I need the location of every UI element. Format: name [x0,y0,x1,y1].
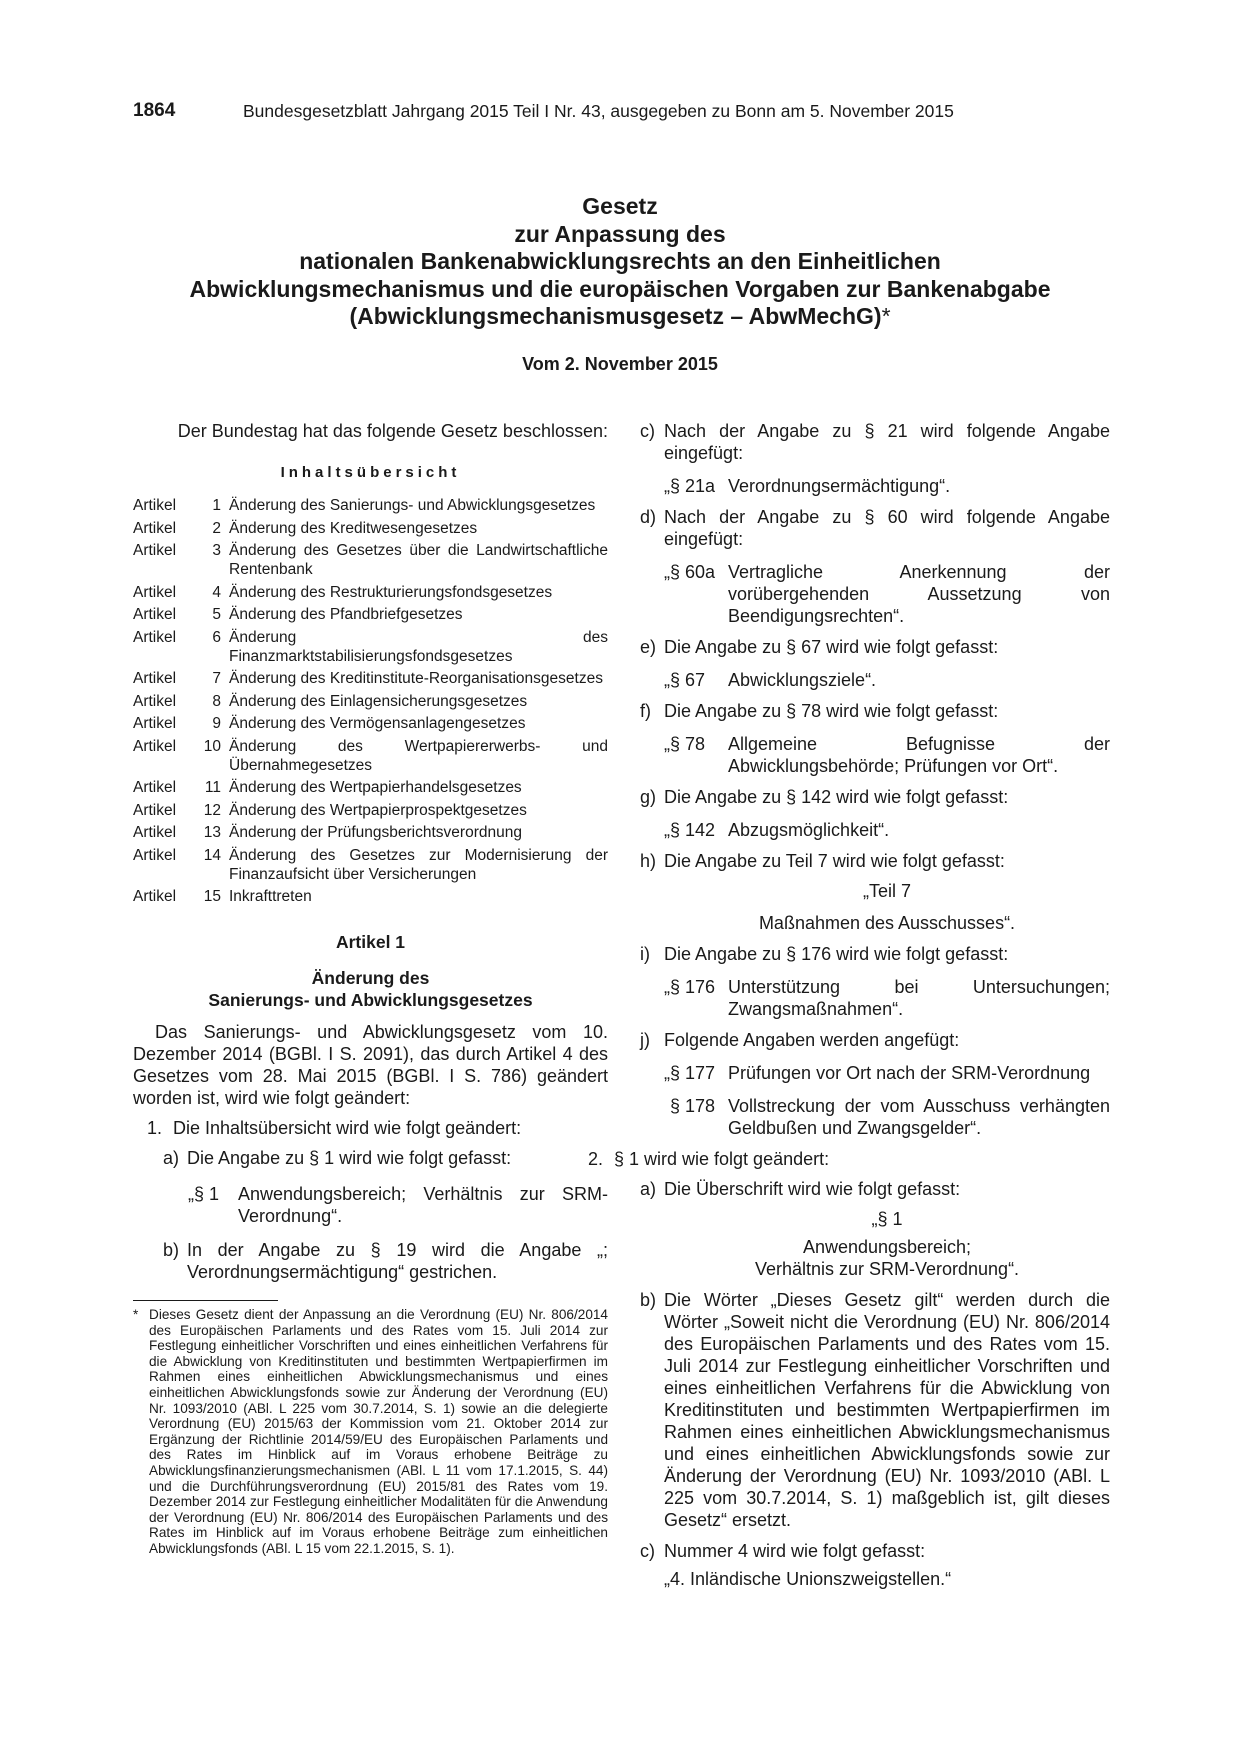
enactment-clause: Der Bundestag hat das folgende Gesetz beschlossen: [177,421,608,441]
toc-article-title: Änderung des Finanzmarktstabilisierungsfondsgesetzes [229,628,608,665]
toc-article-number: 8 [212,692,221,710]
title-line-4: Abwicklungsmechanismus und die europäischen Vorgaben zur Bankenabgabe [189,275,1051,302]
list-item-1g [640,786,1110,808]
quoted-section: „§ 177 [664,1063,716,1083]
quoted-section: „§ 21a [664,476,716,496]
toc-article-word: Artikel [133,670,177,687]
toc-article-word: Artikel [133,888,177,905]
quoted-section: „§ 60a [664,562,716,582]
toc-row [133,887,608,906]
quoted-text: Abzugsmöglichkeit“. [728,820,890,840]
toc-article-title: Änderung des Wertpapiererwerbs- und Übernahmegesetzes [229,737,608,774]
list-item-1a [133,1147,608,1169]
quoted-text: Verordnungsermächtigung“. [728,476,951,496]
toc-article-title: Änderung des Kreditinstitute-Reorganisationsgesetzes [229,670,603,687]
quoted-entry [640,561,1110,627]
item-text: Die Angabe zu § 78 wird wie folgt gefasst: [664,701,999,721]
quoted-section: „§ 142 [664,820,716,840]
article-1-heading: Artikel 1 [335,932,406,952]
list-item-1 [133,1117,608,1139]
item-text: Nach der Angabe zu § 60 wird folgende Angabe eingefügt: [664,507,1110,549]
quoted-title-line-2: Verhältnis zur SRM-Verordnung“. [754,1259,1020,1279]
list-item-2a [640,1178,1110,1200]
quoted-entry [640,976,1110,1020]
toc-article-number: 10 [203,737,221,755]
toc-article-title: Änderung der Prüfungsberichtsverordnung [229,824,522,841]
toc-row [133,605,608,624]
item-label: b) [163,1240,180,1260]
item-text: Die Angabe zu § 176 wird wie folgt gefasst: [664,944,1009,964]
item-label: h) [640,851,657,871]
quoted-text: Allgemeine Befugnisse der Abwicklungsbehörde; Prüfungen vor Ort“. [728,734,1110,776]
item-text: Die Wörter „Dieses Gesetz gilt“ werden durch die Wörter „Soweit nicht die Verordnung (EU) Nr. 806/2014 des Europäischen Parlaments und des Rates vom 15. Juli 2014 zur Festlegung einheitlicher Vorschriften und eines einheitlichen Verfahrens für die Abwicklung von Kreditinstituten und bestimmten Wertpapierfirmen im Rahmen eines einheitlichen Abwicklungsmechanismus und eines einheitlichen Abwicklungsfonds sowie zur Änderung der Verordnung (EU) Nr. 1093/2010 (ABl. L 225 vom 30.7.2014, S. 1) maßgeblich ist, gilt dieses Gesetz“ ersetzt. [664,1290,1110,1530]
toc-article-number: 12 [203,801,221,819]
toc-article-word: Artikel [133,824,177,841]
item-text: Folgende Angaben werden angefügt: [664,1030,960,1050]
toc-article-number: 5 [212,606,221,623]
item-text: Die Überschrift wird wie folgt gefasst: [664,1179,961,1199]
toc-article-number: 2 [212,519,221,537]
right-column [588,420,1110,1590]
toc-article-title: Änderung des Sanierungs- und Abwicklungsgesetzes [229,497,596,514]
item-label: 2. [588,1149,604,1169]
law-title [110,193,1130,331]
toc-article-number: 1 [212,497,221,514]
toc-article-word: Artikel [133,737,177,755]
toc-article-number: 7 [212,670,221,687]
item-label: 1. [147,1118,163,1138]
item-label: b) [640,1290,657,1310]
toc-row [133,519,608,538]
toc-article-number: 4 [212,583,221,601]
toc-article-title: Änderung des Pfandbriefgesetzes [229,606,463,623]
left-column [133,420,608,1557]
footnote [133,1307,608,1557]
toc-article-title: Änderung des Einlagensicherungsgesetzes [229,692,528,710]
list-item-2 [588,1148,1110,1170]
list-item-1e [640,636,1110,658]
toc-article-title: Änderung des Wertpapierprospektgesetzes [229,801,527,819]
toc-article-title: Änderung des Vermögensanlagengesetzes [229,715,526,732]
toc-row [133,823,608,842]
toc-row [133,778,608,797]
toc-article-word: Artikel [133,606,177,623]
toc-heading: Inhaltsübersicht [280,464,461,481]
toc-article-title: Änderung des Gesetzes zur Modernisierung der Finanzaufsicht über Versicherungen [229,846,608,883]
title-line-5 [110,303,1130,331]
toc-article-word: Artikel [133,497,177,514]
toc-row [133,801,608,820]
quoted-entry [640,1062,1110,1084]
quoted-section: „§ 1 [871,1209,903,1229]
list-item-2b [640,1289,1110,1531]
quoted-entry [640,1095,1110,1139]
quoted-text: Anwendungsbereich; Verhältnis zur SRM-Verordnung“. [238,1184,608,1226]
item-label: g) [640,787,657,807]
item-label: c) [640,1541,655,1561]
toc-article-word: Artikel [133,519,177,537]
title-line-2: zur Anpassung des [514,220,726,247]
toc-row [133,669,608,688]
title-line-3: nationalen Bankenabwicklungsrechts an den Einheitlichen [299,248,941,274]
title-line-1: Gesetz [582,193,658,219]
quoted-title-line-1: Anwendungsbereich; [802,1237,972,1257]
quoted-entry [640,733,1110,777]
toc-article-number: 6 [212,628,221,646]
list-item-1b [133,1239,608,1283]
item-label: e) [640,637,657,657]
quoted-text: Unterstützung bei Untersuchungen; Zwangsmaßnahmen“. [728,977,1110,1019]
toc-row [133,846,608,884]
toc-row [133,541,608,579]
list-item-2c [640,1540,1110,1562]
toc-article-word: Artikel [133,628,177,646]
quoted-section: „§ 176 [664,977,716,997]
toc-article-number: 9 [212,715,221,732]
toc-article-word: Artikel [133,779,177,796]
toc-row [133,496,608,515]
running-title: Bundesgesetzblatt Jahrgang 2015 Teil I Nr. 43, ausgegeben zu Bonn am 5. November 2015 [243,101,954,121]
quoted-part-heading: „Teil 7 [862,881,911,901]
article-1-title [133,967,608,1011]
toc-article-number: 14 [203,846,221,864]
item-text: Die Angabe zu § 142 wird wie folgt gefasst: [664,787,1009,807]
list-item-1d [640,506,1110,550]
toc-article-number: 3 [212,542,221,559]
item-label: i) [640,944,650,964]
toc-article-number: 15 [203,888,221,905]
footnote-marker: * [881,303,891,329]
quoted-section: „§ 1 [188,1184,220,1204]
quoted-part-title: Maßnahmen des Ausschusses“. [758,913,1016,933]
list-item-1f [640,700,1110,722]
item-label: a) [163,1148,180,1168]
toc-article-title: Änderung des Kreditwesengesetzes [229,519,478,537]
item-text: In der Angabe zu § 19 wird die Angabe „; Verordnungsermächtigung“ gestrichen. [187,1240,608,1282]
toc-article-title: Inkrafttreten [229,888,312,905]
item-text: Nummer 4 wird wie folgt gefasst: [664,1541,926,1561]
item-text: Die Angabe zu § 67 wird wie folgt gefasst: [664,637,999,657]
article-1-title-line-1: Änderung des [311,968,430,988]
article-1-title-line-2: Sanierungs- und Abwicklungsgesetzes [208,990,533,1010]
footnote-star: * [133,1307,139,1322]
list-item-1h [640,850,1110,872]
footnote-text: Dieses Gesetz dient der Anpassung an die Verordnung (EU) Nr. 806/2014 des Europäischen Parlaments und des Rates vom 15. Juli 2014 zur Festlegung einheitlicher Vorschriften und eines einheitlichen Verfahrens für die Abwicklung von Kreditinstituten und bestimmten Wertpapierfirmen im Rahmen eines einheitlichen Abwicklungsmechanismus und eines einheitlichen Abwicklungsfonds sowie zur Änderung der Verordnung (EU) Nr. 1093/2010 (ABl. L 225 vom 30.7.2014, S. 1) sowie an die delegierte Verordnung (EU) 2015/63 der Kommission vom 21. Oktober 2014 zur Ergänzung der Richtlinie 2014/59/EU des Europäischen Parlaments und des Rates im Hinblick auf im Voraus erhobene Beiträge zu Abwicklungsfinanzierungsmechanismen (ABl. L 11 vom 17.1.2015, S. 44) und die Durchführungsverordnung (EU) 2015/81 des Rates vom 19. Dezember 2014 zur Festlegung einheitlicher Modalitäten für die Anwendung der Verordnung (EU) Nr. 806/2014 des Europäischen Parlaments und des Rates im Hinblick auf im Voraus erhobene Beiträge zum einheitlichen Abwicklungsfonds (ABl. L 15 vom 22.1.2015, S. 1). [149,1307,608,1556]
quoted-entry [640,819,1110,841]
law-date: Vom 2. November 2015 [522,354,718,374]
toc-row [133,692,608,711]
list-item-1j [640,1029,1110,1051]
toc-article-word: Artikel [133,846,177,864]
quoted-text: Prüfungen vor Ort nach der SRM-Verordnung [728,1063,1091,1083]
item-label: d) [640,507,657,527]
quoted-entry [640,669,1110,691]
toc-row [133,737,608,775]
toc-article-word: Artikel [133,692,177,710]
item-text: Die Inhaltsübersicht wird wie folgt geändert: [173,1118,522,1138]
toc-article-word: Artikel [133,583,177,601]
item-text: § 1 wird wie folgt geändert: [614,1149,830,1169]
table-of-contents [133,496,608,906]
list-item-1c [640,420,1110,464]
toc-row [133,714,608,733]
toc-row [133,628,608,666]
item-label: j) [640,1030,650,1050]
quoted-text: Vollstreckung der vom Ausschuss verhängten Geldbußen und Zwangsgelder“. [728,1096,1110,1138]
toc-article-word: Artikel [133,801,177,819]
page-number: 1864 [133,100,176,121]
footnote-divider [133,1300,278,1301]
quoted-entry: „4. Inländische Unionszweigstellen.“ [664,1569,952,1589]
quoted-text: Abwicklungsziele“. [728,670,877,690]
quoted-text: Vertragliche Anerkennung der vorübergehenden Aussetzung von Beendigungsrechten“. [728,562,1110,626]
title-short-name: (Abwicklungsmechanismusgesetz – AbwMechG) [349,303,882,329]
toc-article-word: Artikel [133,542,177,559]
toc-article-title: Änderung des Restrukturierungsfondsgesetzes [229,583,553,601]
quoted-section: „§ 67 [664,670,706,690]
quoted-heading [640,1208,1110,1280]
item-text: Nach der Angabe zu § 21 wird folgende Angabe eingefügt: [664,421,1110,463]
list-item-1i [640,943,1110,965]
toc-article-title: Änderung des Gesetzes über die Landwirtschaftliche Rentenbank [229,542,608,578]
item-label: c) [640,421,655,441]
toc-article-title: Änderung des Wertpapierhandelsgesetzes [229,779,522,796]
quoted-section: § 178 [670,1096,716,1116]
item-label: a) [640,1179,657,1199]
item-label: f) [640,701,651,721]
toc-article-word: Artikel [133,715,177,732]
item-text: Die Angabe zu § 1 wird wie folgt gefasst: [187,1148,512,1168]
toc-row [133,583,608,602]
toc-article-number: 11 [204,779,221,796]
quoted-entry [133,1183,608,1227]
item-text: Die Angabe zu Teil 7 wird wie folgt gefasst: [664,851,1005,871]
quoted-section: „§ 78 [664,734,706,754]
quoted-entry [640,475,1110,497]
toc-article-number: 13 [203,824,221,841]
article-1-body: Das Sanierungs- und Abwicklungsgesetz vom 10. Dezember 2014 (BGBl. I S. 2091), das durch Artikel 4 des Gesetzes vom 28. Mai 2015 (BGBl. I S. 786) geändert worden ist, wird wie folgt geändert: [133,1022,608,1108]
